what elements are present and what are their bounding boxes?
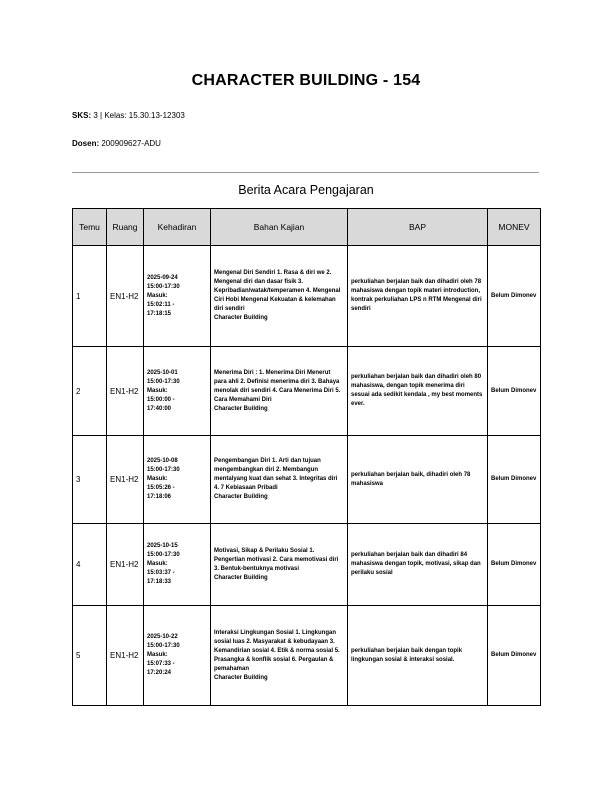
- sks-class-value: 3 | Kelas: 15.30.13-12303: [93, 111, 185, 120]
- report-text: perkuliahan berjalan baik dan dihadiri oleh 78 mahasiswa dengan topik materi introduction, kontrak perkuliahan LPS n RTM Mengenal diri sendiri: [348, 246, 488, 347]
- study-material: [211, 436, 348, 524]
- study-material-text: Interaksi Lingkungan Sosial 1. Lingkungan sosial luas 2. Masyarakat & kebudayaan 3. Kemandirian sosial 4. Etik & norma sosial 5. Prasangka & konflik sosial 6. Pergaulan & pemahaman: [214, 629, 340, 672]
- attendance-info: 2025-10-08 15:00-17:30 Masuk: 15:05:26 - 17:18:06: [144, 436, 211, 524]
- study-material: [211, 524, 348, 606]
- report-text: perkuliahan berjalan baik dan dihadiri oleh 80 mahasiswa, dengan topik menerima diri sesuai ada sedikit kendala , my best moments ever.: [348, 347, 488, 436]
- table-row: [73, 606, 541, 706]
- table-row: [73, 436, 541, 524]
- monev-status: Belum Dimonev: [488, 436, 541, 524]
- sks-class-line: [72, 111, 185, 120]
- room-code: EN1-H2: [107, 246, 144, 347]
- study-material-course: Character Building: [214, 494, 268, 500]
- teaching-report-table: [72, 208, 541, 706]
- sks-label: SKS:: [72, 111, 92, 120]
- meeting-number: 5: [73, 606, 107, 706]
- study-material-course: Character Building: [214, 574, 268, 581]
- study-material: [211, 246, 348, 347]
- study-material: [211, 606, 348, 706]
- monev-status: Belum Dimonev: [488, 347, 541, 436]
- room-code: EN1-H2: [107, 347, 144, 436]
- room-code: EN1-H2: [107, 606, 144, 706]
- table-row: [73, 347, 541, 436]
- header-bahan-kajian: Bahan Kajian: [211, 209, 348, 246]
- report-text: perkuliahan berjalan baik dan dihadiri 84 mahasiswa dengan topik, motivasi, sikap dan perilaku sosial: [348, 524, 488, 606]
- header-kehadiran: Kehadiran: [144, 209, 211, 246]
- lecturer-value: 200909627-ADU: [101, 139, 161, 148]
- table-row: [73, 524, 541, 606]
- study-material-course: Character Building: [214, 315, 268, 321]
- header-bap: BAP: [348, 209, 488, 246]
- study-material-text: Mengenal Diri Sendiri 1. Rasa & diri we 2. Mengenal diri dan dasar fisik 3. Kepribadian/watak/temperamen 4. Mengenal Ciri Hobi Mengenal Kekuatan & kelemahan diri sendiri: [214, 270, 341, 312]
- header-monev: MONEV: [488, 209, 541, 246]
- room-code: EN1-H2: [107, 436, 144, 524]
- study-material: [211, 347, 348, 436]
- study-material-course: Character Building: [214, 405, 268, 412]
- attendance-info: 2025-10-15 15:00-17:30 Masuk: 15:03:37 - 17:18:33: [144, 524, 211, 606]
- attendance-info: 2025-09-24 15:00-17:30 Masuk: 15:02:11 - 17:18:15: [144, 246, 211, 347]
- table-row: [73, 246, 541, 347]
- section-subtitle: Berita Acara Pengajaran: [238, 183, 374, 197]
- study-material-course: Character Building: [214, 674, 268, 681]
- table-header-row: [73, 209, 541, 246]
- meeting-number: 4: [73, 524, 107, 606]
- header-ruang: Ruang: [107, 209, 144, 246]
- monev-status: Belum Dimonev: [488, 606, 541, 706]
- study-material-text: Motivasi, Sikap & Perilaku Sosial 1. Pengertian motivasi 2. Cara memotivasi diri 3. Bentuk-bentuknya motivasi: [214, 547, 339, 572]
- course-title: CHARACTER BUILDING - 154: [191, 72, 421, 89]
- attendance-info: 2025-10-22 15:00-17:30 Masuk: 15:07:33 - 17:20:24: [144, 606, 211, 706]
- study-material-text: Pengembangan Diri 1. Arti dan tujuan mengembangkan diri 2. Membangun mentalyang kuat dan sehat 3. Integritas diri 4. 7 Kebiasaan Pribadi: [214, 458, 338, 491]
- divider: [72, 172, 539, 173]
- attendance-info: 2025-10-01 15:00-17:30 Masuk: 15:00:00 - 17:40:00: [144, 347, 211, 436]
- report-text: perkuliahan berjalan baik dengan topik lingkungan sosial & interaksi sosial.: [348, 606, 488, 706]
- meeting-number: 3: [73, 436, 107, 524]
- lecturer-label: Dosen:: [72, 139, 100, 148]
- header-temu: Temu: [73, 209, 107, 246]
- monev-status: Belum Dimonev: [488, 246, 541, 347]
- meeting-number: 1: [73, 246, 107, 347]
- meeting-number: 2: [73, 347, 107, 436]
- lecturer-line: [72, 139, 161, 148]
- room-code: EN1-H2: [107, 524, 144, 606]
- report-text: perkuliahan berjalan baik, dihadiri oleh 78 mahasiswa: [348, 436, 488, 524]
- monev-status: Belum Dimonev: [488, 524, 541, 606]
- study-material-text: Menerima Diri : 1. Menerima Diri Menerut para ahli 2. Definisi menerima diri 3. Bahaya menolak diri sendiri 4. Cara Menerima Diri 5. Cara Memahami Diri: [214, 369, 341, 403]
